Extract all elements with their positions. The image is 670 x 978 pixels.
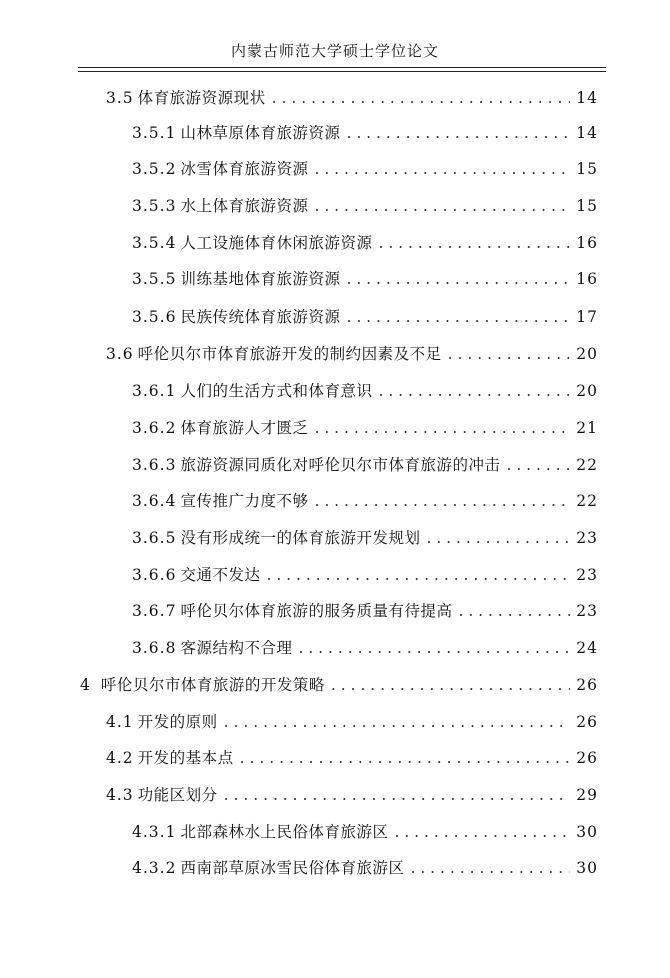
toc-entry-title: 客源结构不合理 xyxy=(180,639,293,657)
toc-entry-title: 水上体育旅游资源 xyxy=(180,197,309,215)
toc-entry[interactable] xyxy=(132,305,598,329)
toc-entry[interactable] xyxy=(132,379,598,403)
toc-dot-leader xyxy=(394,823,570,841)
toc-entry-page: 23 xyxy=(576,602,598,620)
toc-dot-leader xyxy=(224,713,570,731)
toc-entry-title: 没有形成统一的体育旅游开发规划 xyxy=(180,529,421,547)
toc-entry-number: 3.6.1 xyxy=(132,382,177,400)
toc-entry-title: 旅游资源同质化对呼伦贝尔市体育旅游的冲击 xyxy=(180,456,501,474)
toc-entry-number: 3.5.3 xyxy=(132,197,177,215)
toc-entry-page: 20 xyxy=(576,345,598,363)
toc-entry-title: 山林草原体育旅游资源 xyxy=(180,124,341,142)
toc-entry-page: 14 xyxy=(576,89,598,107)
toc-entry-number: 3.6.6 xyxy=(132,566,177,584)
toc-dot-leader xyxy=(346,270,570,288)
toc-entry-number: 3.6.5 xyxy=(132,529,177,547)
toc-entry[interactable] xyxy=(132,453,598,477)
toc-entry-page: 21 xyxy=(576,419,598,437)
toc-entry-page: 26 xyxy=(576,713,598,731)
toc-entry[interactable] xyxy=(132,856,598,880)
toc-entry[interactable] xyxy=(132,526,598,550)
toc-dot-leader xyxy=(378,382,570,400)
toc-entry-number: 3.6.4 xyxy=(132,492,177,510)
toc-entry-page: 22 xyxy=(576,492,598,510)
toc-dot-leader xyxy=(298,639,570,657)
toc-entry[interactable] xyxy=(106,86,598,110)
toc-entry-page: 23 xyxy=(576,529,598,547)
toc-entry-number: 3.5.2 xyxy=(132,160,177,178)
toc-entry[interactable] xyxy=(132,489,598,513)
toc-entry-number: 4.3 xyxy=(106,786,134,804)
toc-dot-leader xyxy=(314,197,570,215)
toc-entry-page: 20 xyxy=(576,382,598,400)
toc-dot-leader xyxy=(346,124,570,142)
toc-entry-number: 4 xyxy=(80,676,91,694)
toc-entry-number: 3.6.2 xyxy=(132,419,177,437)
toc-dot-leader xyxy=(506,456,570,474)
toc-entry-page: 23 xyxy=(576,566,598,584)
toc-dot-leader xyxy=(314,419,570,437)
toc-dot-leader xyxy=(272,89,570,107)
toc-entry-number: 3.6.8 xyxy=(132,639,177,657)
toc-entry-page: 30 xyxy=(576,823,598,841)
toc-entry-title: 交通不发达 xyxy=(180,566,261,584)
toc-entry[interactable] xyxy=(132,636,598,660)
toc-entry-title: 呼伦贝尔体育旅游的服务质量有待提高 xyxy=(180,602,453,620)
toc-entry[interactable] xyxy=(106,710,598,734)
toc-entry-number: 3.5.4 xyxy=(132,234,177,252)
toc-dot-leader xyxy=(314,492,570,510)
toc-entry[interactable] xyxy=(132,267,598,291)
toc-entry-number: 3.5.1 xyxy=(132,124,177,142)
toc-entry[interactable] xyxy=(80,673,598,697)
toc-dot-leader xyxy=(331,676,570,694)
toc-entry-number: 4.3.2 xyxy=(132,859,177,877)
page-header-title: 内蒙古师范大学硕士学位论文 xyxy=(230,42,439,60)
toc-dot-leader xyxy=(426,529,570,547)
toc-entry-page: 14 xyxy=(576,124,598,142)
toc-entry-page: 24 xyxy=(576,639,598,657)
toc-entry-page: 15 xyxy=(576,197,598,215)
toc-entry[interactable] xyxy=(132,194,598,218)
toc-entry-number: 3.5 xyxy=(106,89,134,107)
toc-entry-title: 人们的生活方式和体育意识 xyxy=(180,382,373,400)
toc-entry[interactable] xyxy=(132,563,598,587)
toc-entry-title: 西南部草原冰雪民俗体育旅游区 xyxy=(180,859,405,877)
toc-dot-leader xyxy=(458,602,570,620)
toc-entry-title: 北部森林水上民俗体育旅游区 xyxy=(180,823,389,841)
toc-entry-page: 16 xyxy=(576,270,598,288)
toc-entry-title: 民族传统体育旅游资源 xyxy=(180,308,341,326)
toc-dot-leader xyxy=(224,786,570,804)
toc-dot-leader xyxy=(346,308,570,326)
toc-entry[interactable] xyxy=(106,783,598,807)
toc-entry[interactable] xyxy=(132,416,598,440)
toc-entry-title: 体育旅游资源现状 xyxy=(137,89,266,107)
toc-entry-page: 29 xyxy=(576,786,598,804)
toc-entry[interactable] xyxy=(132,157,598,181)
toc-entry-page: 26 xyxy=(576,749,598,767)
toc-entry-page: 26 xyxy=(576,676,598,694)
toc-entry-title: 冰雪体育旅游资源 xyxy=(180,160,309,178)
toc-dot-leader xyxy=(410,859,570,877)
toc-entry-page: 15 xyxy=(576,160,598,178)
toc-entry-number: 4.3.1 xyxy=(132,823,177,841)
toc-entry-title: 体育旅游人才匮乏 xyxy=(180,419,309,437)
toc-entry-number: 3.6 xyxy=(106,345,134,363)
toc-entry-number: 4.2 xyxy=(106,749,134,767)
toc-entry-number: 3.6.7 xyxy=(132,602,177,620)
toc-entry-number: 3.6.3 xyxy=(132,456,177,474)
toc-dot-leader xyxy=(314,160,570,178)
toc-entry[interactable] xyxy=(132,231,598,255)
toc-entry[interactable] xyxy=(106,746,598,770)
toc-entry-title: 宣传推广力度不够 xyxy=(180,492,309,510)
toc-entry-page: 17 xyxy=(576,308,598,326)
toc-entry[interactable] xyxy=(132,121,598,145)
toc-entry-title: 训练基地体育旅游资源 xyxy=(180,270,341,288)
toc-entry[interactable] xyxy=(132,820,598,844)
toc-entry-title: 开发的原则 xyxy=(137,713,218,731)
toc-entry-title: 呼伦贝尔市体育旅游的开发策略 xyxy=(100,676,325,694)
toc-dot-leader xyxy=(378,234,570,252)
toc-dot-leader xyxy=(448,345,570,363)
toc-entry-page: 16 xyxy=(576,234,598,252)
toc-entry-number: 4.1 xyxy=(106,713,134,731)
toc-entry-page: 22 xyxy=(576,456,598,474)
toc-entry-title: 呼伦贝尔市体育旅游开发的制约因素及不足 xyxy=(137,345,442,363)
toc-entry-title: 开发的基本点 xyxy=(137,749,234,767)
toc-entry-title: 功能区划分 xyxy=(137,786,218,804)
toc-entry-number: 3.5.6 xyxy=(132,308,177,326)
toc-dot-leader xyxy=(266,566,570,584)
toc-entry-page: 30 xyxy=(576,859,598,877)
toc-entry-title: 人工设施体育休闲旅游资源 xyxy=(180,234,373,252)
toc-entry-number: 3.5.5 xyxy=(132,270,177,288)
toc-dot-leader xyxy=(240,749,570,767)
toc-entry[interactable] xyxy=(106,342,598,366)
toc-entry[interactable] xyxy=(132,599,598,623)
